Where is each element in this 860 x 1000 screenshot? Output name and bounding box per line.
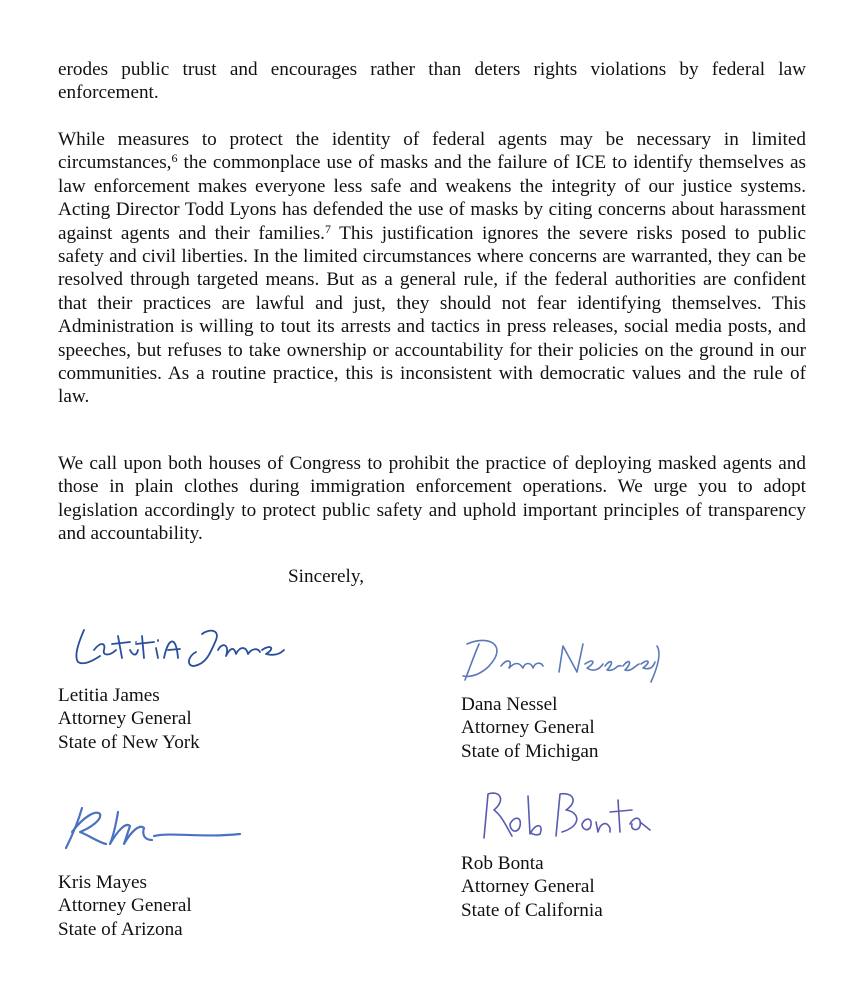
signatory-state: State of Michigan (461, 740, 599, 762)
signatory-block (58, 684, 200, 754)
paragraph-text: While measures to protect the identity of federal agents may be necessary in limited circumstances, (58, 129, 806, 174)
signatory-title: Attorney General (461, 876, 595, 898)
paragraph-call-to-congress: We call upon both houses of Congress to prohibit the practice of deploying masked agents and those in plain clothes during immigration enforcement operations. We urge you to adopt legislation accordingly to protect public safety and uphold important principles of transparency and accountability. (58, 453, 806, 545)
paragraph-text: This justification ignores the severe risks posed to public safety and civil liberties. In the limited circumstances where concerns are warranted, they can be resolved through targeted means. But as a general rule, if the federal authorities are confident that their practices are lawful and just, they should not fear identifying themselves. This Administration is willing to tout its arrests and tactics in press releases, social media posts, and speeches, but refuses to take ownership or accountability for their policies on the ground in our communities. As a routine practice, this is inconsistent with democratic values and the rule of law. (58, 222, 806, 408)
signature-ink (484, 793, 650, 838)
signatory-title: Attorney General (58, 708, 192, 730)
signatory-block (461, 852, 603, 922)
signature-letitia-james (70, 620, 290, 675)
signatory-state: State of California (461, 899, 603, 921)
signature-ink (463, 640, 659, 682)
signatory-name: Kris Mayes (58, 872, 147, 893)
signatory-name: Rob Bonta (461, 853, 544, 874)
signatory-title: Attorney General (58, 895, 192, 917)
signature-dana-nessel (455, 632, 670, 687)
signatory-name: Dana Nessel (461, 694, 558, 715)
signatory-state: State of Arizona (58, 918, 183, 940)
signatory-block (58, 871, 192, 941)
signatory-title: Attorney General (461, 717, 595, 739)
paragraph-masks-justification (58, 128, 806, 409)
closing-salutation: Sincerely, (288, 566, 365, 587)
paragraph-intro-continuation: erodes public trust and encourages rather than deters rights violations by federal law enforcement. (58, 59, 806, 104)
signatory-state: State of New York (58, 731, 200, 753)
signature-ink (76, 630, 284, 666)
paragraph-text: the commonplace use of masks and the failure of ICE to identify themselves as law enforcement makes everyone less safe and weakens the integrity of our justice systems. Acting Director Todd Lyons has defended the use of masks by citing concerns about harassment against agents and their families. (58, 152, 806, 244)
signature-ink (66, 808, 240, 848)
signature-kris-mayes (62, 802, 247, 852)
footnote-reference: 7 (324, 221, 331, 236)
footnote-reference: 6 (171, 151, 178, 166)
signatory-name: Letitia James (58, 685, 160, 706)
signatory-block (461, 693, 598, 763)
signature-rob-bonta (470, 786, 660, 848)
